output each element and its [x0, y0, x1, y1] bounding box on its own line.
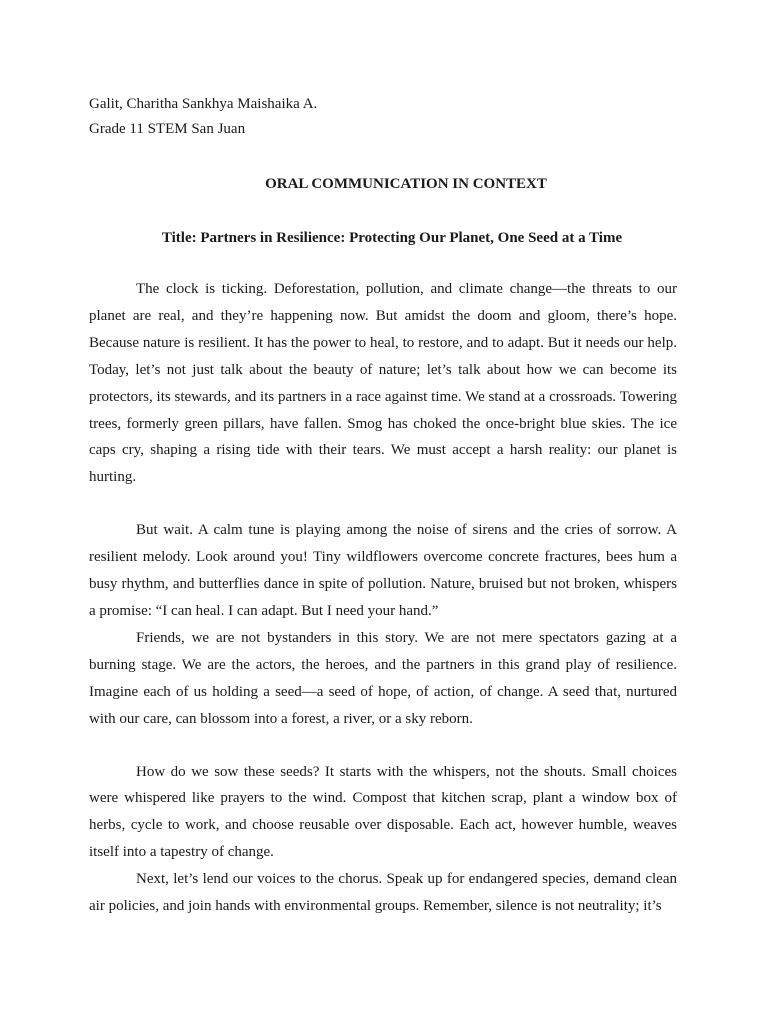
paragraph: Friends, we are not bystanders in this story. We are not mere spectators gazing at a burning stage. We are the actors, the heroes, and the partners in this grand play of resilience. Imagine each of us holding a seed—a seed of hope, of action, of change. A seed that, nurtured with our care, can blossom into a forest, a river, or a sky reborn.	[89, 629, 677, 727]
paragraph: But wait. A calm tune is playing among the noise of sirens and the cries of sorrow. A resilient melody. Look around you! Tiny wildflowers overcome concrete fractures, bees hum a busy rhythm, and butterflies dance in spite of pollution. Nature, bruised but not broken, whispers a promise: “I can heal. I can adapt. But I need your hand.”	[89, 522, 677, 619]
paragraph: How do we sow these seeds? It starts with the whispers, not the shouts. Small choices were whispered like prayers to the wind. Compost that kitchen scrap, plant a window box of herbs, cycle to work, and choose reusable over disposable. Each act, however humble, weaves itself into a tapestry of change.	[89, 763, 677, 861]
grade-section: Grade 11 STEM San Juan	[89, 121, 246, 137]
paragraph: Next, let’s lend our voices to the chorus. Speak up for endangered species, demand clean air policies, and join hands with environmental groups. Remember, silence is not neutrality; it’s	[89, 871, 677, 915]
student-name: Galit, Charitha Sankhya Maishaika A.	[89, 96, 318, 112]
course-title: ORAL COMMUNICATION IN CONTEXT	[265, 176, 547, 192]
speech-title: Title: Partners in Resilience: Protecting Our Planet, One Seed at a Time	[161, 230, 623, 246]
document-body	[89, 92, 677, 920]
paragraph: The clock is ticking. Deforestation, pollution, and climate change—the threats to our planet are real, and they’re happening now. But amidst the doom and gloom, there’s hope. Because nature is resilient. It has the power to heal, to restore, and to adapt. But it needs our help. Today, let’s not just talk about the beauty of nature; let’s talk about how we can become its protectors, its stewards, and its partners in a race against time. We stand at a crossroads. Towering trees, formerly green pillars, have fallen. Smog has choked the once-bright blue skies. The ice caps cry, shaping a rising tide with their tears. We must accept a harsh reality: our planet is hurting.	[89, 281, 677, 486]
